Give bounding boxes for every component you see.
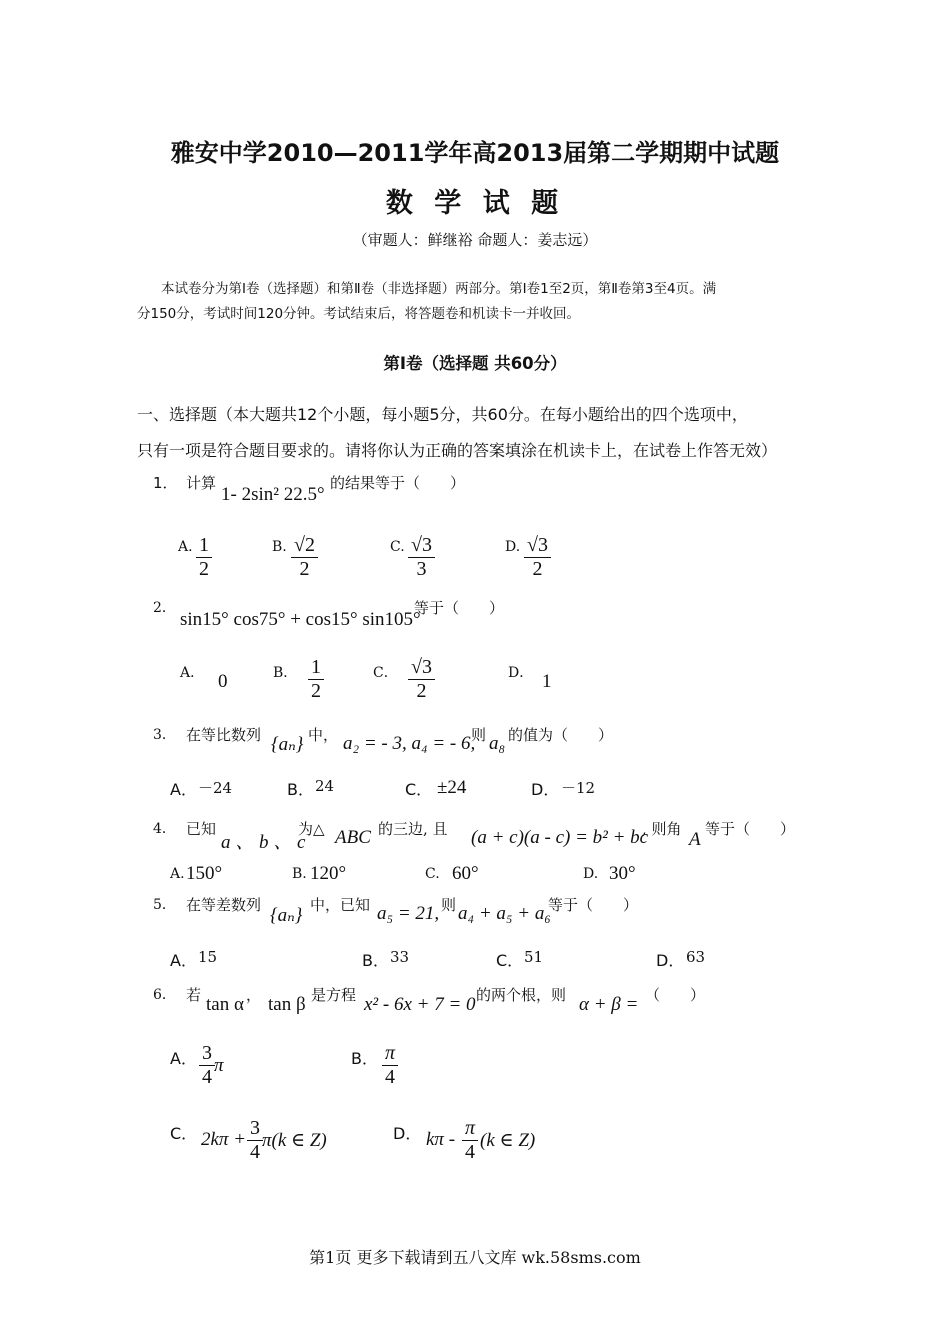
q1-option-a-fraction: 1 2 <box>196 534 212 581</box>
q4-mid: 为△ <box>298 820 325 838</box>
q1-expression: 1- 2sin² 22.5° <box>221 484 325 505</box>
q4-option-b-label: B. <box>292 866 307 882</box>
q2-post: 等于（ ） <box>414 599 505 617</box>
q1-option-a-label: A. <box>178 539 193 555</box>
q2-option-d-label: D． <box>508 665 534 681</box>
q6-option-c-label: C． <box>170 1124 198 1143</box>
q3-option-b-label: B． <box>287 780 314 799</box>
q6-option-c-tail: π(k ∈ Z) <box>262 1130 327 1151</box>
q6-option-a-fraction: 3 4 <box>199 1042 215 1089</box>
q5-option-c-value: 51 <box>524 948 544 966</box>
q4-triangle: ABC <box>335 827 371 848</box>
q5-option-a-value: 15 <box>198 948 218 966</box>
q2-option-b-label: B． <box>273 665 298 681</box>
q1-option-d-fraction: √3 2 <box>524 534 551 581</box>
q6-target: α + β = <box>579 994 639 1015</box>
exam-subtitle: 数 学 试 题 <box>385 188 565 219</box>
q5-option-d-value: 63 <box>686 948 706 966</box>
q3-option-d-value: －12 <box>561 779 596 797</box>
section1-line-1: 一、选择题（本大题共12个小题，每小题5分，共60分。在每小题给出的四个选项中， <box>137 405 748 424</box>
q5-option-d-label: D． <box>656 951 685 970</box>
q3-option-c-value: ±24 <box>437 777 467 798</box>
q3-number: 3． <box>153 727 176 743</box>
q5-number: 5． <box>153 897 176 913</box>
exam-authors: （审题人：鲜继裕 命题人：姜志远） <box>352 231 598 249</box>
q3-post: 的值为（ ） <box>508 726 614 744</box>
q2-option-a-label: A． <box>180 665 205 681</box>
q4-then: , 则角 <box>642 820 682 838</box>
q3-mid: 中， <box>308 726 339 744</box>
q6-pre: 若 <box>186 986 202 1004</box>
intro-line-2: 分150分，考试时间120分钟。考试结束后，将答题卷和机读卡一并收回。 <box>137 306 581 322</box>
q5-option-a-label: A． <box>170 951 197 970</box>
q3-option-a-label: A． <box>170 780 197 799</box>
q4-option-a-label: A. <box>170 866 185 882</box>
q1-option-b-fraction: √2 2 <box>291 534 318 581</box>
q3-target: a₈ <box>489 733 506 754</box>
q4-option-a-value: 150° <box>186 863 223 884</box>
q3-option-d-label: D． <box>531 780 560 799</box>
page-footer: 第1页 更多下载请到五八文库 wk.58sms.com <box>309 1248 641 1267</box>
q5-option-b-label: B． <box>362 951 389 970</box>
q6-tan-alpha: tan α <box>206 994 244 1015</box>
q4-condition: (a + c)(a - c) = b² + bc <box>471 827 649 848</box>
q6-separator: ， <box>246 986 262 1004</box>
q1-option-b-label: B. <box>272 539 287 555</box>
q6-option-d-pre: kπ - <box>426 1129 456 1150</box>
part1-title: 第Ⅰ卷（选择题 共60分） <box>383 354 567 373</box>
q3-option-c-label: C． <box>405 780 433 799</box>
q2-option-d-value: 1 <box>542 671 552 692</box>
q4-option-b-value: 120° <box>310 863 347 884</box>
q3-then: 则 <box>471 726 487 744</box>
q2-number: 2． <box>153 600 176 616</box>
q6-number: 6． <box>153 987 176 1003</box>
q5-sequence: {aₙ} <box>270 905 303 926</box>
q4-option-c-value: 60° <box>452 863 479 884</box>
q2-option-c-label: C． <box>373 665 398 681</box>
q1-option-c-label: C. <box>390 539 405 555</box>
q5-option-c-label: C． <box>496 951 524 970</box>
q4-target: A <box>689 829 701 850</box>
q6-option-a-label: A． <box>170 1049 197 1068</box>
q4-option-d-label: D. <box>583 866 599 882</box>
q6-tan-beta: tan β <box>268 994 306 1015</box>
q6-option-d-fraction: π 4 <box>462 1117 478 1164</box>
exam-title: 雅安中学2010—2011学年高2013届第二学期期中试题 <box>170 139 780 167</box>
q5-post: 等于（ ） <box>548 896 639 914</box>
q5-mid: 中，已知 <box>310 896 371 914</box>
q6-equation: x² - 6x + 7 = 0 <box>364 994 476 1015</box>
q4-mid2: 的三边, 且 <box>378 820 448 838</box>
q1-pre: 计算 <box>186 474 217 492</box>
q2-option-a-value: 0 <box>218 671 228 692</box>
q6-option-c-pre: 2kπ + <box>201 1129 247 1150</box>
q5-pre: 在等差数列 <box>186 896 262 914</box>
q4-sides: a 、 b 、 c <box>221 832 306 853</box>
q2-expression: sin15° cos75° + cos15° sin105° <box>180 609 421 630</box>
q6-option-d-label: D． <box>393 1124 422 1143</box>
q6-option-a-tail: π <box>214 1055 224 1076</box>
q4-option-c-label: C. <box>425 866 440 882</box>
q4-post: 等于（ ） <box>705 820 796 838</box>
q1-number: 1． <box>153 474 178 492</box>
q1-option-d-label: D. <box>505 539 521 555</box>
q6-post: 的两个根，则 <box>476 986 567 1004</box>
q6-option-b-label: B． <box>351 1049 378 1068</box>
q3-condition: a₂ = - 3, a₄ = - 6, <box>343 733 476 754</box>
q4-pre: 已知 <box>186 820 217 838</box>
q3-pre: 在等比数列 <box>186 726 262 744</box>
q3-sequence: {aₙ} <box>271 734 304 755</box>
q3-option-b-value: 24 <box>315 777 335 795</box>
q4-number: 4． <box>153 821 176 837</box>
q1-option-c-fraction: √3 3 <box>408 534 435 581</box>
q4-option-d-value: 30° <box>609 863 636 884</box>
intro-line-1: 本试卷分为第Ⅰ卷（选择题）和第Ⅱ卷（非选择题）两部分。第Ⅰ卷1至2页，第Ⅱ卷第3至4页。满 <box>161 281 717 297</box>
q5-target: a₄ + a₅ + a₆ <box>458 903 551 924</box>
q6-option-c-fraction: 3 4 <box>247 1117 263 1164</box>
q6-paren: （ ） <box>645 986 706 1004</box>
q5-then: 则 <box>441 896 457 914</box>
section1-line-2: 只有一项是符合题目要求的。请将你认为正确的答案填涂在机读卡上，在试卷上作答无效） <box>137 441 778 460</box>
q6-mid: 是方程 <box>311 986 357 1004</box>
q2-option-b-fraction: 1 2 <box>308 656 324 703</box>
q6-option-b-fraction: π 4 <box>382 1042 398 1089</box>
q3-option-a-value: －24 <box>198 779 233 797</box>
q1-post: 的结果等于（ ） <box>330 474 466 492</box>
q5-option-b-value: 33 <box>390 948 410 966</box>
q2-option-c-fraction: √3 2 <box>408 656 435 703</box>
q6-option-d-tail: (k ∈ Z) <box>480 1130 536 1151</box>
q5-condition: a₅ = 21, <box>377 903 440 924</box>
